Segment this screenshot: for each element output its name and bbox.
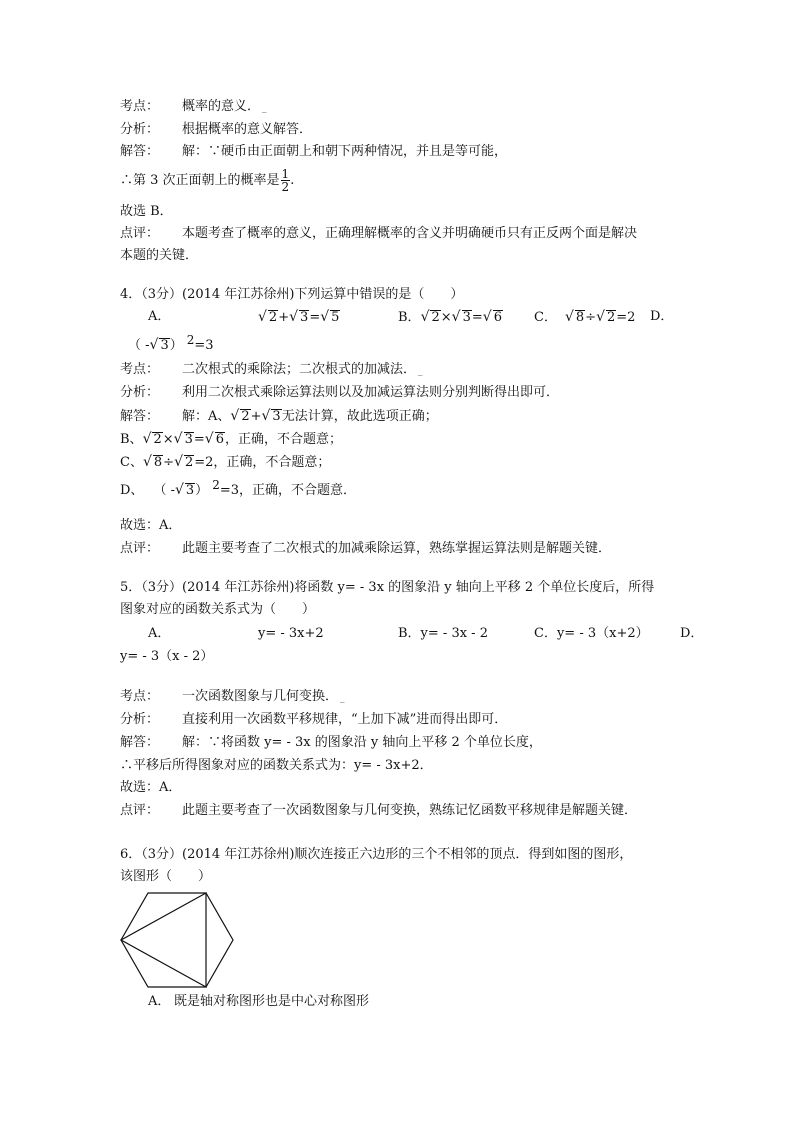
radicand: 3 [300,310,309,325]
q4-dianping: 此题主要考查了二次根式的加减乘除运算，熟练掌握运算法则是解题关键． [182,541,612,556]
one-half-fraction [281,168,291,193]
q3-prob-text: ∴第 3 次正面朝上的概率是 [120,173,280,188]
plus-sign: + [278,310,290,325]
q3-jieda: 解：∵硬币由正面朝上和朝下两种情况，并且是等可能， [182,144,508,159]
q4-kaodian-row [120,361,423,379]
kaodian-label: 考点： [120,362,160,377]
q6-option-a-label: A． [148,994,171,1009]
q4-option-d-expr [128,333,214,355]
b-prefix: B、 [120,432,143,447]
q5-option-b: B．y= - 3x - 2 [398,626,488,641]
q3-fenxi-row [120,121,312,139]
plus-sign: + [250,409,262,424]
q4-dianping-row [120,540,611,558]
q4-jieda-c-row [120,453,330,471]
radicand: 3 [184,432,193,447]
q4-jieda-b-row [120,430,342,448]
jieda-label: 解答： [120,735,160,750]
q5-fenxi: 直接利用一次函数平移规律，“上加下减”进而得出即可． [182,712,508,727]
d-prefix: D、 [120,483,144,498]
q5-stem-1: 5．（3分）(2014 年江苏徐州)将函数 y= - 3x 的图象沿 y 轴向上平移 2 个单位长度后，所得 [120,580,655,595]
sqrt-icon: √ [261,408,271,424]
q5-option-a-label: A． [148,626,171,641]
q5-option-d-label: D． [680,626,704,641]
q3-prob-end: . [290,173,295,188]
inscribed-triangle [121,893,206,987]
radicand: 8 [575,310,585,325]
q4-jieda-row [120,407,438,425]
radicand: 2 [153,432,162,447]
q4-jieda-a-post: 无法计算，故此选项正确； [281,409,438,424]
radicand: 2 [268,310,278,325]
kaodian-label: 考点： [120,689,160,704]
option-c-result: =2 [616,310,636,325]
q5-option-a: y= - 3x+2 [258,626,324,641]
fraction-numerator: 1 [281,167,290,181]
q5-jieda: 解：∵将函数 y= - 3x 的图象沿 y 轴向上平移 2 个单位长度， [182,735,542,750]
q3-probability-row [120,168,294,194]
sqrt-icon: √ [173,431,183,447]
q3-dianping-2: 本题的关键． [120,248,199,263]
close-paren: ） [195,483,209,498]
q4-option-b [398,308,503,327]
q3-answer: 故选 B． [120,204,173,219]
q5-stem-2: 图象对应的函数关系式为（ ） [120,602,316,617]
q5-fenxi-row [120,711,507,729]
open-paren: （ - [153,483,175,498]
q4-option-d-label: D． [650,309,674,324]
c-post: =2，正确，不合题意； [194,455,331,470]
jieda-label: 解答： [120,409,160,424]
open-paren: （ - [128,338,150,353]
sqrt-icon: √ [142,454,152,470]
option-b-label: B． [398,310,421,325]
q5-option-c: C．y= - 3（x+2） [534,626,649,641]
sqrt-icon: √ [258,309,267,325]
radicand: 2 [431,310,440,325]
sqrt-icon: √ [596,309,605,325]
sqrt-icon: √ [174,454,183,470]
q4-option-a-label: A． [148,309,171,324]
sqrt-icon: √ [482,309,492,325]
q5-jieda-row [120,734,542,752]
fenxi-label: 分析： [120,712,160,727]
radicand: 5 [331,310,340,325]
divide-sign: ÷ [585,310,597,325]
radicand: 3 [272,409,281,424]
q4-jieda-pre: 解：A、 [182,409,231,424]
q4-jieda-d-row [120,478,356,499]
equals-sign: = [309,310,321,325]
q5-dianping-row [120,802,637,820]
kaodian-label: 考点： [120,99,160,114]
divide-sign: ÷ [163,455,175,470]
underscore-mark: _ [418,366,423,376]
radicand: 3 [462,310,471,325]
underscore-mark: _ [262,103,267,113]
radicand: 6 [493,310,502,325]
q3-jieda-row [120,143,507,161]
option-c-label: C． [534,310,557,325]
q3-kaodian-row [120,98,267,116]
q6-stem-2: 该图形（ ） [120,869,212,884]
radicand: 2 [241,409,250,424]
radicand: 3 [160,338,169,353]
q4-fenxi-row [120,384,559,402]
q5-dianping: 此题主要考查了一次函数图象与几何变换，熟练记忆函数平移规律是解题关键． [182,803,638,818]
fenxi-label: 分析： [120,385,160,400]
q3-fenxi: 根据概率的意义解答． [182,122,313,137]
q4-kaodian: 二次根式的乘除法；二次根式的加减法． [182,362,417,377]
q4-fenxi: 利用二次根式乘除运算法则以及加减运算法则分别判断得出即可． [182,385,560,400]
close-paren: ） [169,338,183,353]
equals-sign: = [193,432,205,447]
sqrt-icon: √ [564,309,574,325]
regular-hexagon [121,893,233,987]
sqrt-icon: √ [230,408,240,424]
q5-kaodian: 一次函数图象与几何变换． [182,689,339,704]
q4-stem: 4．（3分）(2014 年江苏徐州)下列运算中错误的是（ ） [120,287,464,302]
d-post: =3，正确，不合题意． [219,483,356,498]
q5-jieda-2: ∴平移后所得图象对应的函数关系式为：y= - 3x+2． [120,758,433,773]
sqrt-icon: √ [149,337,159,353]
fraction-denominator: 2 [281,180,290,194]
q4-answer: 故选：A． [120,518,182,533]
dianping-label: 点评： [120,803,160,818]
radicand: 2 [184,455,194,470]
q4-option-a-expr [258,308,340,327]
exponent: 2 [186,333,195,347]
q3-kaodian: 概率的意义． [182,99,261,114]
q5-answer: 故选：A． [120,780,182,795]
jieda-label: 解答： [120,144,160,159]
underscore-mark: _ [340,693,345,703]
sqrt-icon: √ [420,309,430,325]
q4-option-c [534,308,635,327]
radicand: 3 [185,483,195,498]
hexagon-triangle-figure [115,886,240,991]
radicand: 6 [215,432,224,447]
c-prefix: C、 [120,455,143,470]
times-sign: × [162,432,174,447]
fenxi-label: 分析： [120,122,160,137]
q3-dianping-row [120,225,637,243]
times-sign: × [440,310,452,325]
sqrt-icon: √ [289,309,299,325]
q5-kaodian-row [120,688,345,706]
q5-option-d: y= - 3（x - 2） [120,649,214,664]
sqrt-icon: √ [320,309,330,325]
exponent: 2 [212,478,220,492]
sqrt-icon: √ [174,482,184,498]
q3-dianping-1: 本题考查了概率的意义，正确理解概率的含义并明确硬币只有正反两个面是解决 [182,226,638,241]
sqrt-icon: √ [142,431,152,447]
radicand: 2 [606,310,616,325]
radicand: 8 [153,455,163,470]
option-d-result: =3 [194,338,214,353]
q6-stem-1: 6．（3分）(2014 年江苏徐州)顺次连接正六边形的三个不相邻的顶点．得到如图的图形， [120,847,633,862]
equals-sign: = [471,310,483,325]
b-post: ，正确，不合题意； [224,432,342,447]
dianping-label: 点评： [120,541,160,556]
sqrt-icon: √ [204,431,214,447]
sqrt-icon: √ [451,309,461,325]
q6-option-a: 既是轴对称图形也是中心对称图形 [174,994,370,1009]
dianping-label: 点评： [120,226,160,241]
